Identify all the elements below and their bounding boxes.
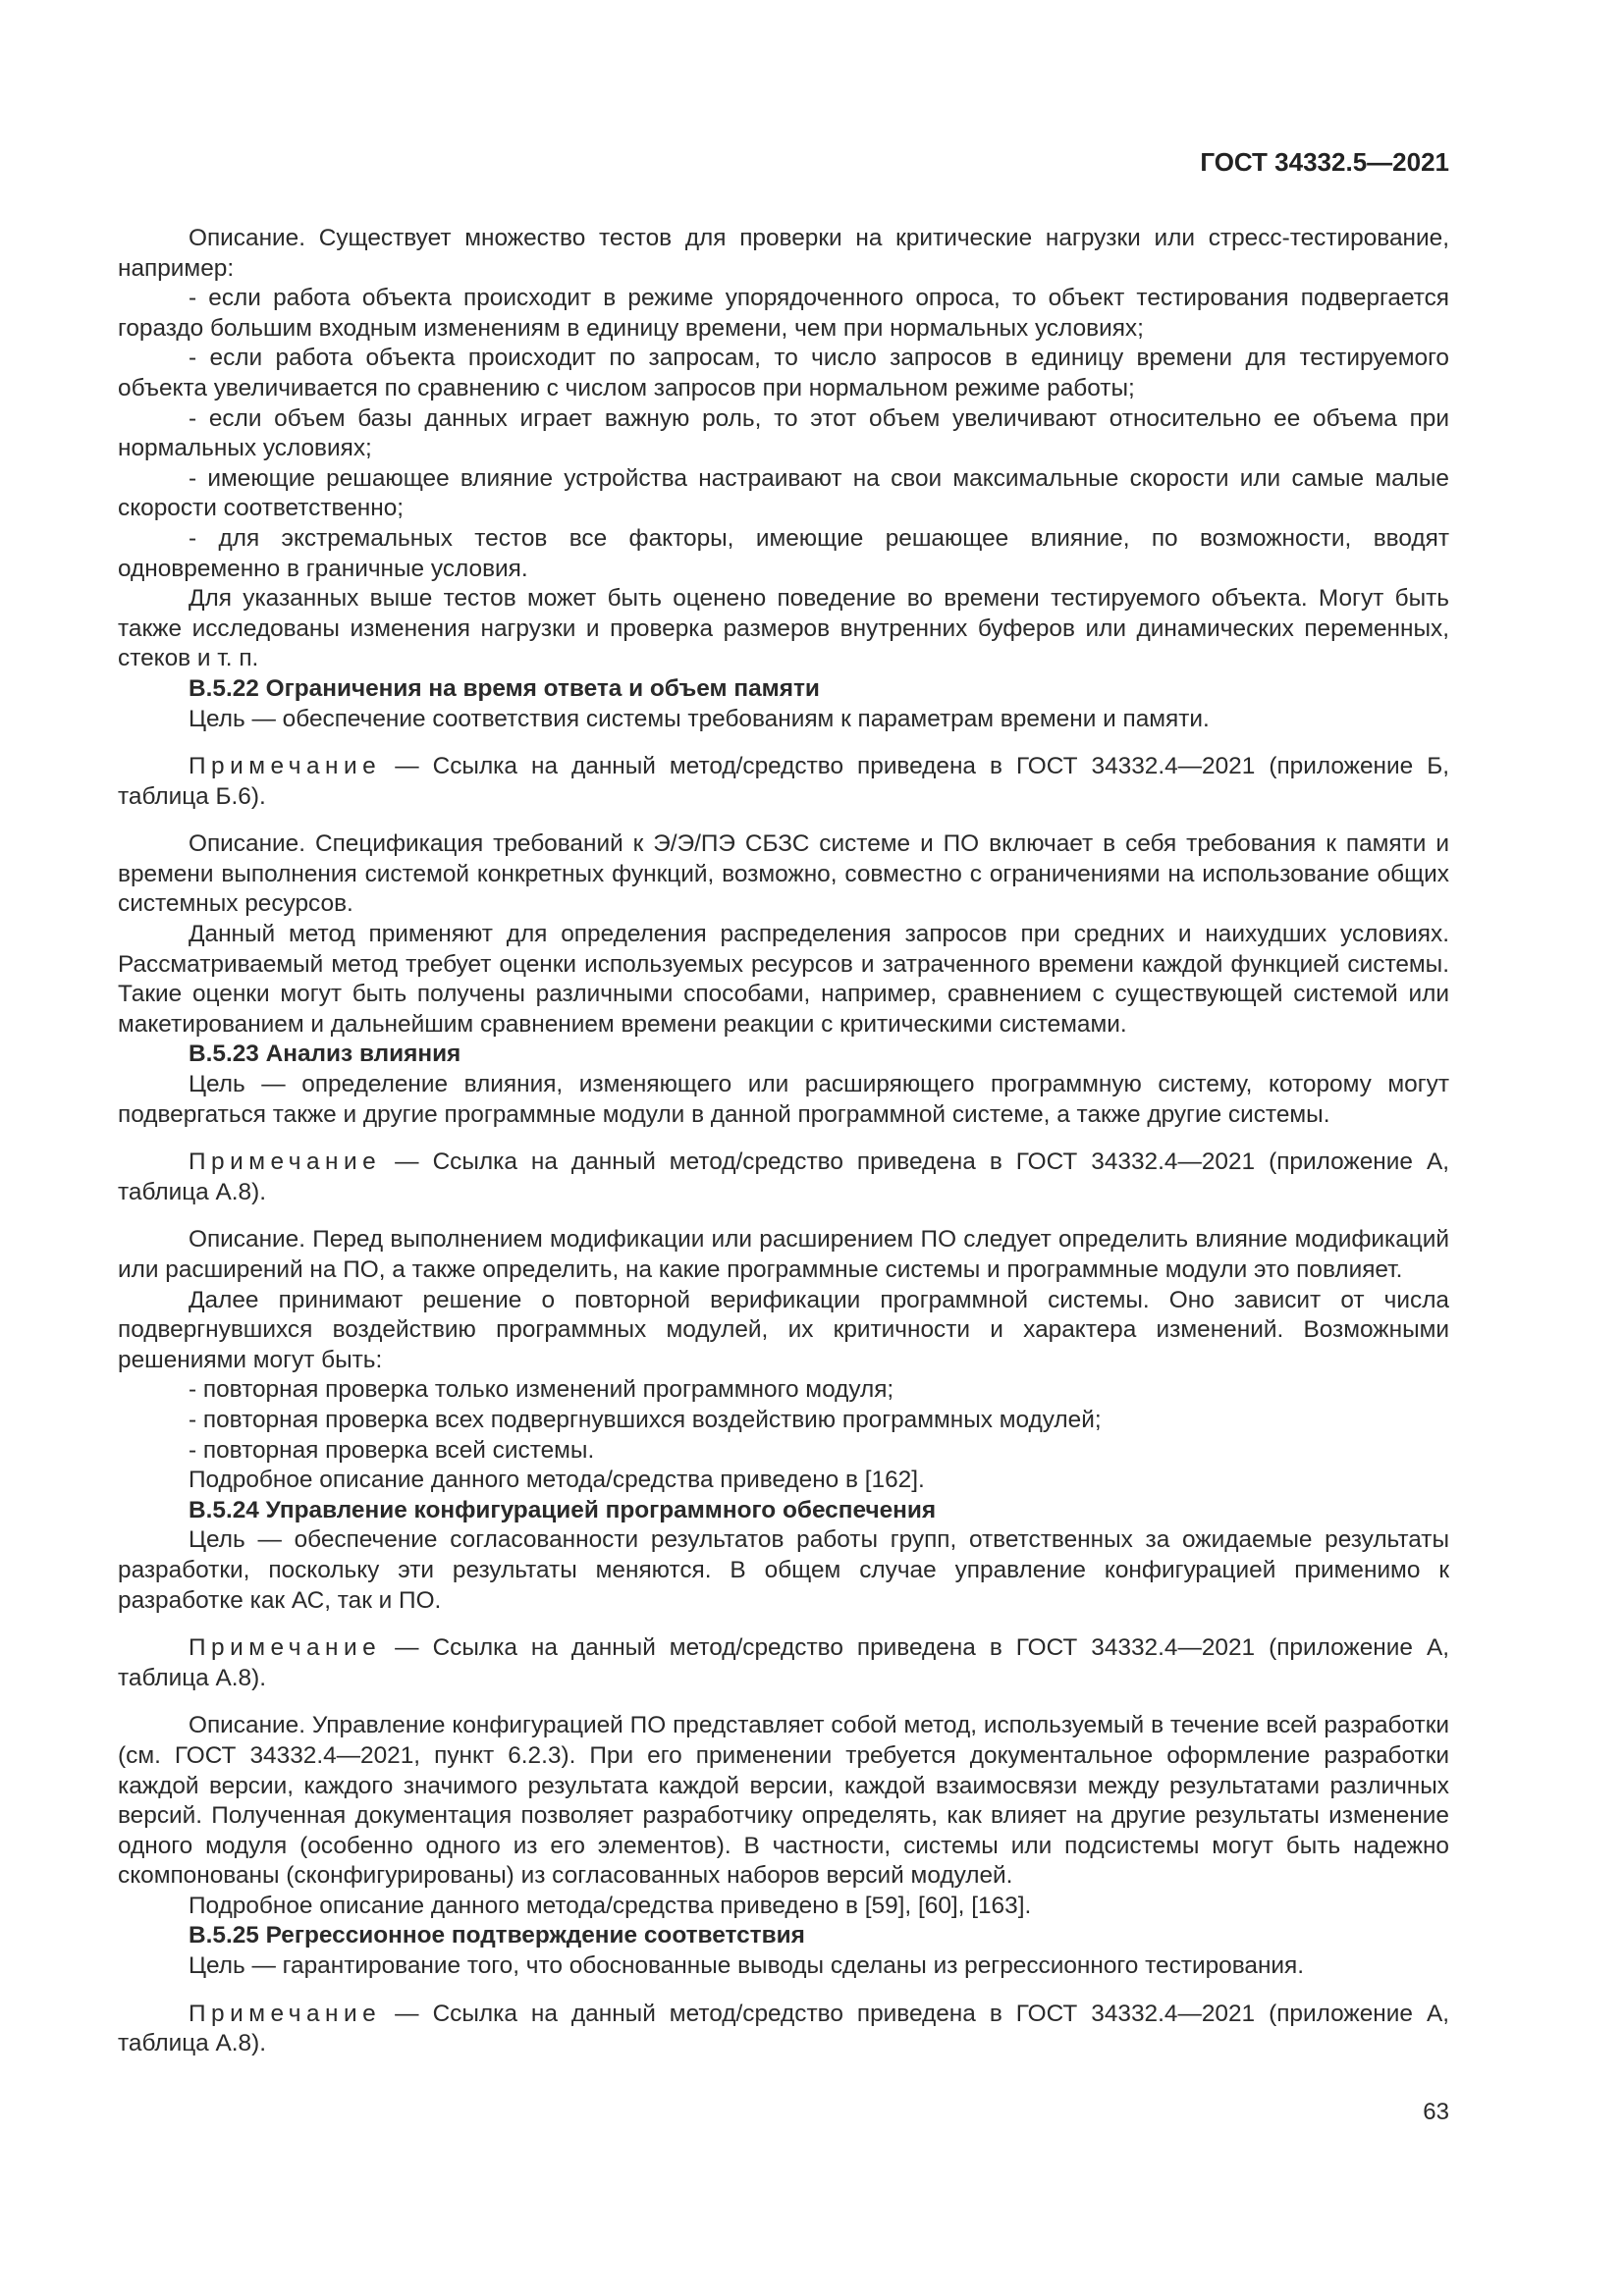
body-paragraph: - если работа объекта происходит по запросам, то число запросов в единицу времени для тестируемого объекта увеличивается по сравнению с числом запросов при нормальном режиме работы; <box>118 345 1449 401</box>
body-paragraph: Цель — гарантирование того, что обоснованные выводы сделаны из регрессионного тестирования. <box>189 1952 1305 1980</box>
body-paragraph: - повторная проверка всей системы. <box>189 1436 595 1464</box>
body-paragraph: Цель — обеспечение соответствия системы требованиям к параметрам времени и памяти. <box>189 705 1210 732</box>
note-paragraph <box>118 2000 1449 2059</box>
body-paragraph: Далее принимают решение о повторной верификации программной системы. Оно зависит от числа подвергнувшихся воздействию программных модулей, их критичности и характера изменений. Возможными решениями могут быть: <box>118 1286 1449 1373</box>
document-code-header: ГОСТ 34332.5—2021 <box>1200 147 1449 177</box>
note-text: — Ссылка на данный метод/средство приведена в ГОСТ 34332.4—2021 (приложение А, таблица А.8). <box>118 1634 1449 1691</box>
body-paragraph: - имеющие решающее влияние устройства настраивают на свои максимальные скорости или самые малые скорости соответственно; <box>118 464 1449 522</box>
section-heading: В.5.22 Ограничения на время ответа и объем памяти <box>189 674 820 702</box>
body-paragraph: - для экстремальных тестов все факторы, имеющие решающее влияние, по возможности, вводят одновременно в граничные условия. <box>118 524 1449 582</box>
section-heading: В.5.24 Управление конфигурацией программного обеспечения <box>189 1496 937 1523</box>
body-paragraph: Данный метод применяют для определения распределения запросов при средних и наихудших условиях. Рассматриваемый метод требует оценки используемых ресурсов и затраченного времени каждой функцией системы. Такие оценки могут быть получены различными способами, например, сравнением с существующей системой или макетированием и дальнейшим сравнением времени реакции с критическими системами. <box>118 921 1449 1038</box>
document-body <box>118 224 1449 2059</box>
note-label: Примечание <box>189 753 382 780</box>
body-paragraph: Для указанных выше тестов может быть оценено поведение во времени тестируемого объекта. Могут быть также исследованы изменения нагрузки и проверка размеров внутренних буферов или динамических переменных, стеков и т. п. <box>118 585 1449 672</box>
note-paragraph <box>118 752 1449 812</box>
note-label: Примечание <box>189 1634 382 1662</box>
body-paragraph: Подробное описание данного метода/средства приведено в [59], [60], [163]. <box>189 1892 1032 1919</box>
page-number: 63 <box>1423 2099 1449 2125</box>
note-text: — Ссылка на данный метод/средство приведена в ГОСТ 34332.4—2021 (приложение А, таблица А.8). <box>118 2000 1449 2057</box>
body-paragraph: - если объем базы данных играет важную роль, то этот объем увеличивают относительно ее объема при нормальных условиях; <box>118 404 1449 462</box>
note-paragraph <box>118 1633 1449 1693</box>
body-paragraph: Цель — определение влияния, изменяющего или расширяющего программную систему, которому могут подвергаться также и другие программные модули в данной программной системе, а также другие системы. <box>118 1071 1449 1128</box>
body-paragraph: - повторная проверка только изменений программного модуля; <box>189 1376 894 1404</box>
body-paragraph: Описание. Существует множество тестов для проверки на критические нагрузки или стресс-тестирование, например: <box>118 225 1449 282</box>
section-heading: В.5.25 Регрессионное подтверждение соответствия <box>189 1922 805 1949</box>
note-label: Примечание <box>189 1148 382 1176</box>
note-text: — Ссылка на данный метод/средство приведена в ГОСТ 34332.4—2021 (приложение А, таблица А.8). <box>118 1148 1449 1205</box>
body-paragraph: - повторная проверка всех подвергнувшихся воздействию программных модулей; <box>189 1406 1102 1433</box>
body-paragraph: Описание. Перед выполнением модификации или расширением ПО следует определить влияние модификаций или расширений на ПО, а также определить, на какие программные системы и программные модули это повлияет. <box>118 1226 1449 1283</box>
note-label: Примечание <box>189 2000 382 2027</box>
note-text: — Ссылка на данный метод/средство приведена в ГОСТ 34332.4—2021 (приложение Б, таблица Б.6). <box>118 753 1449 810</box>
body-paragraph: Подробное описание данного метода/средства приведено в [162]. <box>189 1467 925 1494</box>
body-paragraph: Описание. Спецификация требований к Э/Э/ПЭ СБЗС системе и ПО включает в себя требования к памяти и времени выполнения системой конкретных функций, возможно, совместно с ограничениями на использование общих системных ресурсов. <box>118 830 1449 918</box>
note-paragraph <box>118 1148 1449 1207</box>
body-paragraph: Описание. Управление конфигурацией ПО представляет собой метод, используемый в течение всей разработки (см. ГОСТ 34332.4—2021, пункт 6.2.3). При его применении требуется документальное оформление разработки каждой версии, каждого значимого результата каждой версии, каждой взаимосвязи между результатами различных версий. Полученная документация позволяет разработчику определять, как влияет на другие результаты изменение одного модуля (особенно одного из его элементов). В частности, системы или подсистемы могут быть надежно скомпонованы (сконфигурированы) из согласованных наборов версий модулей. <box>118 1712 1449 1890</box>
body-paragraph: - если работа объекта происходит в режиме упорядоченного опроса, то объект тестирования подвергается гораздо большим входным изменениям в единицу времени, чем при нормальных условиях; <box>118 285 1449 342</box>
body-paragraph: Цель — обеспечение согласованности результатов работы групп, ответственных за ожидаемые результаты разработки, поскольку эти результаты меняются. В общем случае управление конфигурацией применимо к разработке как АС, так и ПО. <box>118 1526 1449 1614</box>
section-heading: В.5.23 Анализ влияния <box>189 1041 461 1068</box>
